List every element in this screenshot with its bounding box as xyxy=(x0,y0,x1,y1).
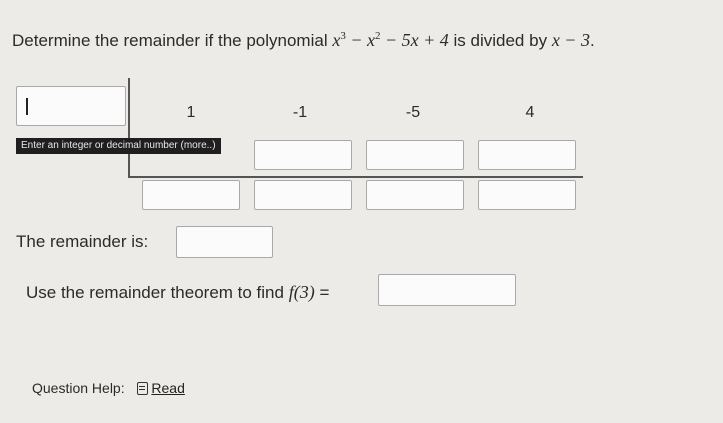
question-help xyxy=(32,380,185,396)
input-tooltip: Enter an integer or decimal number (more..) xyxy=(16,138,221,154)
equals-sign: = xyxy=(319,283,330,302)
f3-label: Use the remainder theorem to find xyxy=(26,283,284,302)
middle-row-input-1[interactable] xyxy=(254,140,352,170)
result-row-input-2[interactable] xyxy=(254,180,352,210)
polynomial-expression: $x^3 - x^2 - 5x + 4$ xyxy=(332,30,449,50)
remainder-input[interactable] xyxy=(176,226,273,258)
help-label: Question Help: xyxy=(32,380,125,396)
document-icon xyxy=(137,382,148,395)
remainder-label: The remainder is: xyxy=(16,232,149,251)
divisor-expression: x − 3 xyxy=(551,30,590,50)
middle-row-input-2[interactable] xyxy=(366,140,464,170)
question-prefix: Determine the remainder if the polynomial xyxy=(12,31,328,50)
read-link[interactable]: Read xyxy=(151,380,185,396)
question-suffix: is divided by xyxy=(453,31,548,50)
result-row-input-1[interactable] xyxy=(142,180,240,210)
question-end: . xyxy=(589,31,595,50)
middle-row-input-3[interactable] xyxy=(478,140,576,170)
result-row-input-4[interactable] xyxy=(478,180,576,210)
f3-input[interactable] xyxy=(378,274,516,306)
question-text xyxy=(12,30,595,51)
result-row-input-3[interactable] xyxy=(366,180,464,210)
f3-expression: f(3) xyxy=(288,282,315,302)
divisor-input[interactable] xyxy=(16,86,126,126)
f3-prompt xyxy=(26,282,329,303)
coefficient-3: -5 xyxy=(405,104,421,121)
division-horizontal-line xyxy=(128,176,583,178)
coefficient-2: -1 xyxy=(292,104,308,121)
division-vertical-line xyxy=(128,78,130,176)
coefficient-1: 1 xyxy=(186,104,196,121)
coefficient-4: 4 xyxy=(525,104,535,121)
text-cursor xyxy=(26,98,28,115)
